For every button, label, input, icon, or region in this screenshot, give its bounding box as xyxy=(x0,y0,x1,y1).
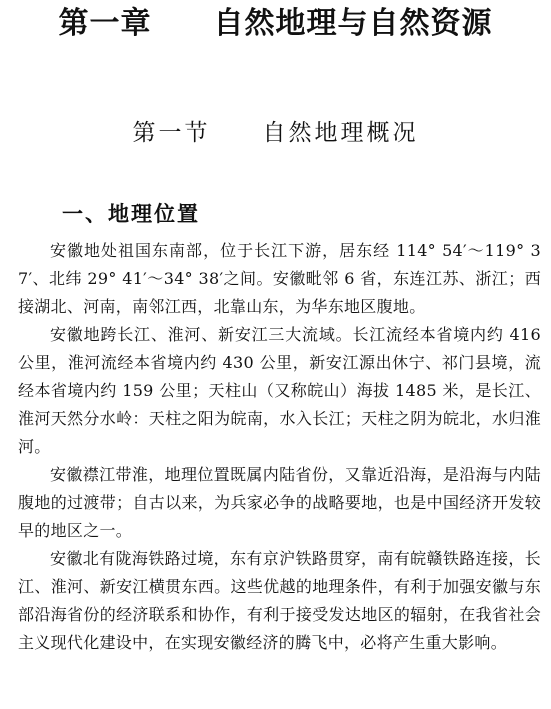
chapter-title: 第一章 自然地理与自然资源 xyxy=(58,6,493,41)
body-text xyxy=(18,237,541,657)
paragraph-1: 安徽地处祖国东南部，位于长江下游，居东经 114° 54′～119° 37′、北纬 29° 41′～34° 38′之间。安徽毗邻 6 省，东连江苏、浙江；西接湖北、河南，南邻江西，北靠山东，为华东地区腹地。 xyxy=(18,241,541,316)
paragraph-2: 安徽地跨长江、淮河、新安江三大流域。长江流经本省境内约 416 公里，淮河流经本省境内约 430 公里，新安江源出休宁、祁门县境，流经本省境内约 159 公里；天柱山（又称皖山）海拔 1485 米，是长江、淮河天然分水岭：天柱之阳为皖南，水入长江；天柱之阴为皖北，水归淮河。 xyxy=(18,325,541,456)
section-title: 第一节 自然地理概况 xyxy=(132,120,419,146)
paragraph-4: 安徽北有陇海铁路过境，东有京沪铁路贯穿，南有皖赣铁路连接，长江、淮河、新安江横贯东西。这些优越的地理条件，有利于加强安徽与东部沿海省份的经济联系和协作，有利于接受发达地区的辐射，在我省社会主义现代化建设中，在实现安徽经济的腾飞中，必将产生重大影响。 xyxy=(18,549,541,652)
subsection-title: 一、地理位置 xyxy=(62,202,200,226)
paragraph-3: 安徽襟江带淮，地理位置既属内陆省份，又靠近沿海，是沿海与内陆腹地的过渡带；自古以来，为兵家必争的战略要地，也是中国经济开发较早的地区之一。 xyxy=(18,465,541,540)
